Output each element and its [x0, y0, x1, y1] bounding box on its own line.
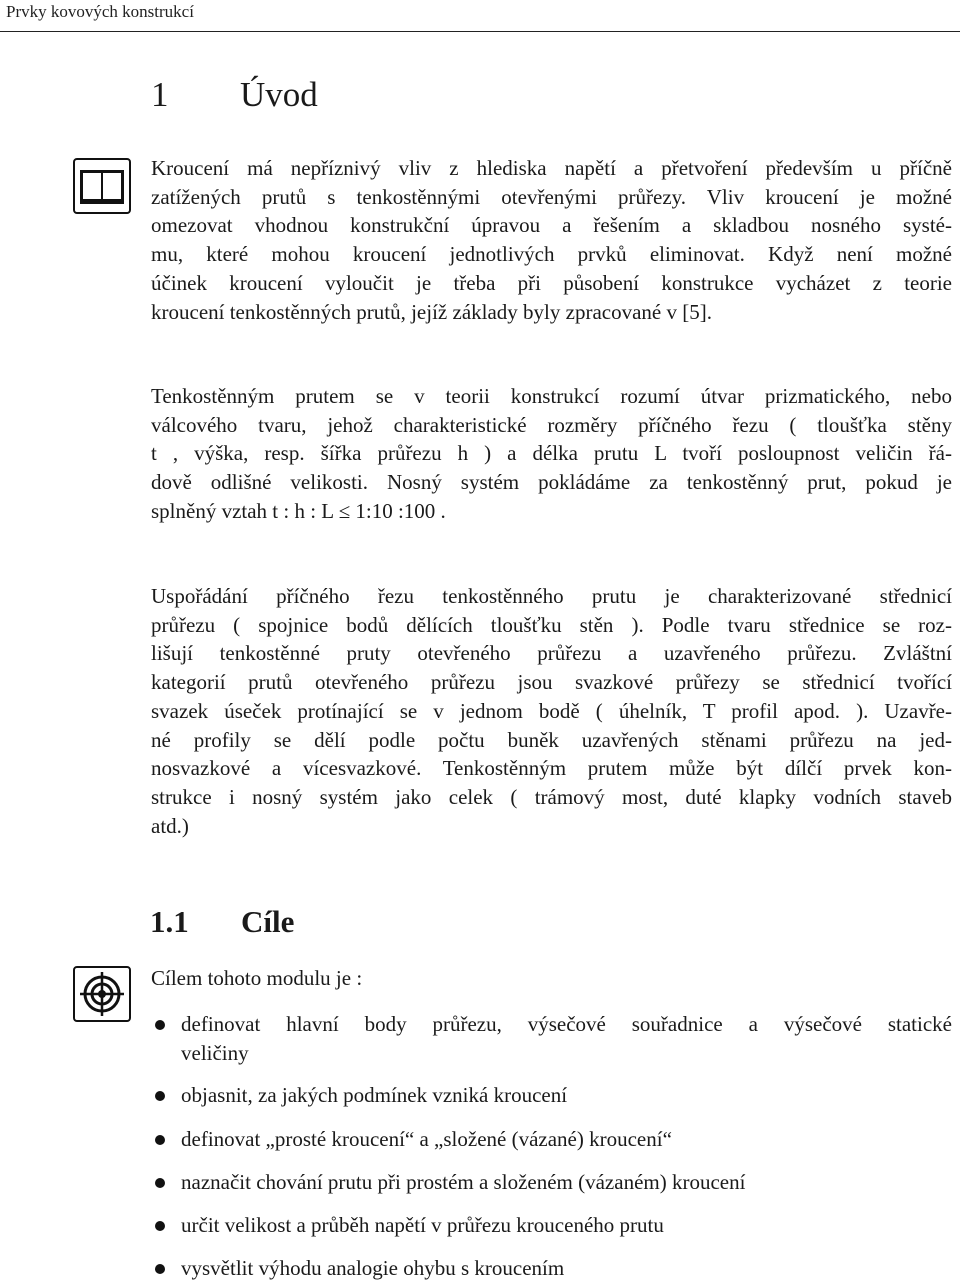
text-line: účinek kroucení vyloučit je třeba při působení konstrukce vycházet z teorie: [151, 270, 952, 295]
book-icon: [73, 158, 131, 214]
text-line: vysvětlit výhodu analogie ohybu s kroucením: [181, 1256, 565, 1280]
target-icon: [73, 966, 131, 1022]
intro-paragraph-2: [151, 382, 952, 526]
text-line: válcového tvaru, jehož charakteristické rozměry příčného řezu ( tloušťka stěny: [151, 412, 952, 437]
bullet-icon: [155, 1091, 165, 1101]
text-line: definovat hlavní body průřezu, výsečové souřadnice a výsečové statické: [181, 1012, 952, 1036]
text-line: t , výška, resp. šířka průřezu h ) a délka prutu L tvoří posloupnost veličin řá-: [151, 441, 952, 466]
text-line: veličiny: [181, 1041, 249, 1065]
bullet-icon: [155, 1221, 165, 1231]
text-line: kroucení tenkostěnných prutů, jejíž základy byly zpracované v [5].: [151, 299, 712, 324]
section-number: 1: [151, 75, 169, 114]
text-line: kategorií prutů otevřeného průřezu jsou svazkové průřezy se střednicí tvořící: [151, 670, 952, 695]
text-line: naznačit chování prutu při prostém a složeném (vázaném) kroucení: [181, 1170, 746, 1194]
text-line: Uspořádání příčného řezu tenkostěnného prutu je charakterizované střednicí: [151, 584, 952, 608]
bullet-icon: [155, 1020, 165, 1030]
goals-intro: Cílem tohoto modulu je :: [151, 966, 363, 990]
text-line: strukce i nosný systém jako celek ( trámový most, duté klapky vodních staveb: [151, 784, 952, 809]
running-header: Prvky kovových konstrukcí: [6, 2, 194, 21]
subsection-number: 1.1: [150, 904, 189, 939]
text-line: atd.): [151, 813, 189, 838]
text-line: né profily se dělí podle počtu buněk uzavřených stěnami průřezu na jed-: [151, 727, 952, 752]
text-line: splněný vztah t : h : L ≤ 1:10 :100 .: [151, 498, 446, 523]
intro-paragraph-3: [151, 582, 952, 840]
header-divider: [0, 31, 960, 32]
bullet-icon: [155, 1135, 165, 1145]
text-line: svazek úseček protínající se v jednom bodě ( úhelník, T profil apod. ). Uzavře-: [151, 698, 952, 723]
text-line: nosvazkové a vícesvazkové. Tenkostěnným prutem může být dílčí prvek kon-: [151, 756, 952, 781]
bullet-icon: [155, 1178, 165, 1188]
text-line: definovat „prosté kroucení“ a „složené (vázané) kroucení“: [181, 1127, 672, 1151]
text-line: dově odlišné velikosti. Nosný systém pokládáme za tenkostěnný prut, pokud je: [151, 470, 952, 495]
text-line: omezovat vhodnou konstrukční úpravou a řešením a skladbou nosného systé-: [151, 213, 952, 238]
text-line: průřezu ( spojnice bodů dělících tloušťku stěn ). Podle tvaru střednice se roz-: [151, 612, 952, 637]
intro-paragraph-1: [151, 154, 952, 326]
text-line: zatížených prutů s tenkostěnnými otevřenými průřezy. Vliv kroucení je možné: [151, 184, 952, 209]
text-line: mu, které mohou kroucení jednotlivých prvků eliminovat. Když není možné: [151, 242, 952, 267]
text-line: Kroucení má nepříznivý vliv z hlediska napětí a přetvoření především u příčně: [151, 156, 952, 180]
text-line: Tenkostěnným prutem se v teorii konstrukcí rozumí útvar prizmatického, nebo: [151, 384, 952, 408]
subsection-title: Cíle: [241, 904, 295, 939]
text-line: objasnit, za jakých podmínek vzniká kroucení: [181, 1083, 568, 1107]
text-line: lišují tenkostěnné pruty otevřeného průřezu a uzavřeného průřezu. Zvláštní: [151, 641, 952, 666]
bullet-icon: [155, 1264, 165, 1274]
text-line: určit velikost a průběh napětí v průřezu krouceného prutu: [181, 1213, 664, 1237]
section-title: Úvod: [240, 75, 318, 114]
